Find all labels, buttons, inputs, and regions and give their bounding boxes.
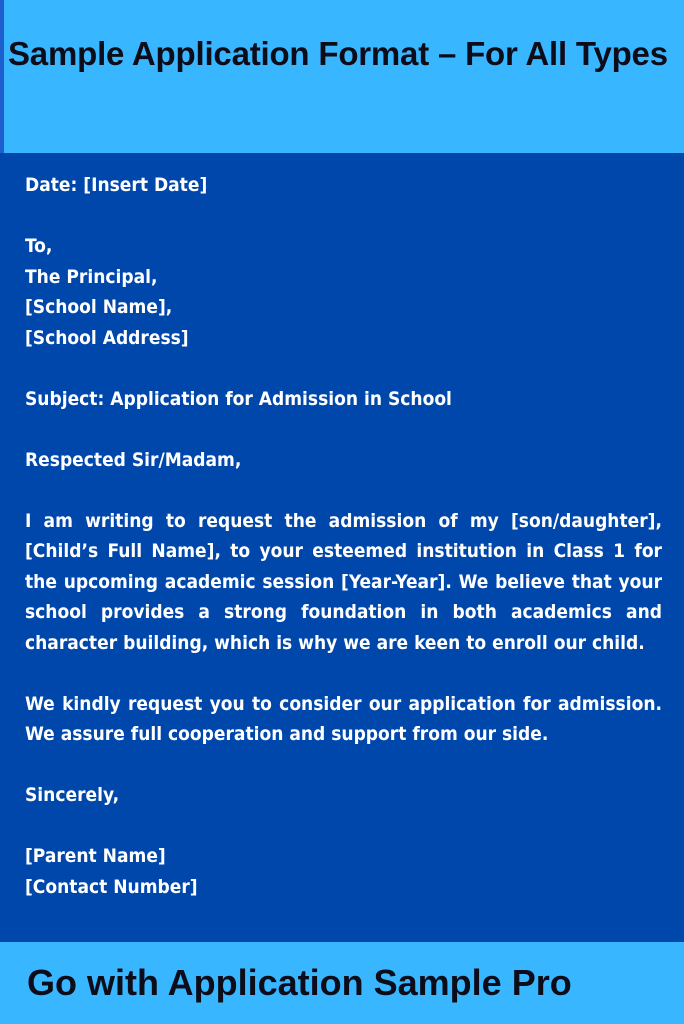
letter-closing: Sincerely, bbox=[25, 784, 120, 806]
letter-body-paragraph-2: We kindly request you to consider our application for admission. We assure full cooperation and support from our side. bbox=[25, 692, 662, 745]
signature-block bbox=[25, 841, 662, 902]
recipient-block bbox=[25, 231, 662, 353]
recipient-title: The Principal, bbox=[25, 265, 158, 288]
letter-body bbox=[25, 170, 662, 902]
header-banner bbox=[0, 0, 684, 153]
parent-name: [Parent Name] bbox=[25, 845, 166, 867]
page-title: Sample Application Format – For All Types bbox=[8, 35, 668, 72]
letter-salutation: Respected Sir/Madam, bbox=[25, 448, 242, 471]
letter-date: Date: [Insert Date] bbox=[25, 174, 208, 196]
recipient-school-name: [School Name], bbox=[25, 296, 173, 318]
recipient-to: To, bbox=[25, 235, 53, 257]
letter-body-paragraph-1: I am writing to request the admission of my [son/daughter], [Child’s Full Name], to your esteemed institution in Class 1 for the upcoming academic session [Year-Year]. We believe that your school provides a strong foundation in both academics and character building, which is why we are keen to enroll our child. bbox=[25, 509, 662, 654]
footer-tagline: Go with Application Sample Pro bbox=[27, 962, 572, 1003]
contact-number: [Contact Number] bbox=[25, 875, 198, 898]
letter-subject: Subject: Application for Admission in School bbox=[25, 387, 452, 410]
recipient-school-address: [School Address] bbox=[25, 326, 189, 349]
footer-banner bbox=[0, 942, 684, 1024]
